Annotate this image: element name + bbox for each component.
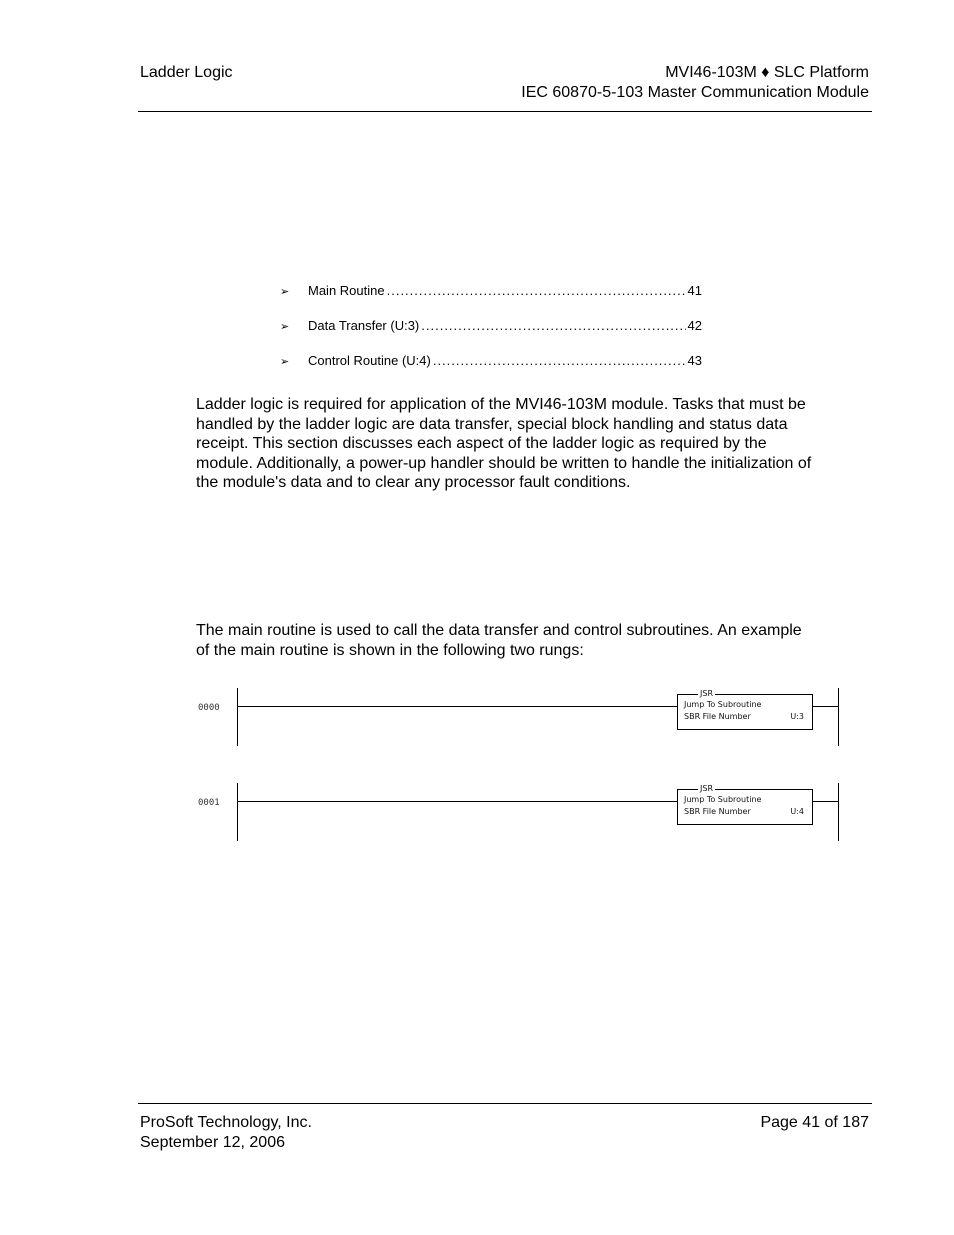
toc-entry-page: 42	[687, 318, 702, 333]
footer-rule	[138, 1103, 872, 1104]
rung-number: 0001	[198, 798, 220, 808]
arrow-bullet-icon: ➢	[280, 286, 290, 298]
toc-entry-page: 41	[687, 283, 702, 298]
toc-entry-main-routine[interactable]	[280, 283, 702, 300]
instruction-value: U:3	[790, 712, 804, 721]
footer-page-number: Page 41 of 187	[760, 1114, 869, 1131]
left-power-rail	[237, 783, 238, 841]
jsr-instruction-block	[677, 689, 813, 730]
toc-entry-label: Main Routine	[308, 283, 385, 298]
main-routine-paragraph: The main routine is used to call the data transfer and control subroutines. An example of the main routine is shown in the following two rungs:	[196, 622, 802, 659]
right-power-rail	[838, 783, 839, 841]
header-section-title: Ladder Logic	[140, 64, 233, 81]
rung-wire	[238, 706, 677, 707]
right-power-rail	[838, 688, 839, 746]
header-module-title: IEC 60870-5-103 Master Communication Module	[521, 84, 869, 101]
toc-entry-control-routine[interactable]	[280, 353, 702, 370]
toc-entry-data-transfer[interactable]	[280, 318, 702, 335]
rung-wire	[812, 801, 838, 802]
footer-company: ProSoft Technology, Inc.	[140, 1114, 312, 1131]
left-power-rail	[237, 688, 238, 746]
ladder-rung	[198, 783, 843, 843]
instruction-description: Jump To Subroutine	[684, 795, 762, 804]
instruction-mnemonic: JSR	[700, 784, 713, 793]
instruction-mnemonic: JSR	[700, 689, 713, 698]
toc-entry-label: Data Transfer (U:3)	[308, 318, 420, 333]
footer-date: September 12, 2006	[140, 1134, 285, 1151]
toc-leader-dots	[421, 318, 685, 334]
toc-leader-dots	[433, 353, 686, 369]
instruction-parameter: SBR File Number	[684, 807, 751, 816]
rung-wire	[238, 801, 677, 802]
header-product-title: MVI46-103M ♦ SLC Platform	[665, 64, 869, 81]
intro-paragraph: Ladder logic is required for application of the MVI46-103M module. Tasks that must be handled by the ladder logic are data transfer, special block handling and status data receipt. This section discusses each aspect of the ladder logic as required by the module. Additionally, a power-up handler should be written to handle the initialization of the module's data and to clear any processor fault conditions.	[196, 396, 812, 492]
rung-wire	[812, 706, 838, 707]
toc-entry-page: 43	[687, 353, 702, 368]
arrow-bullet-icon: ➢	[280, 321, 290, 333]
arrow-bullet-icon: ➢	[280, 356, 290, 368]
header-rule	[138, 111, 872, 112]
jsr-instruction-block	[677, 784, 813, 825]
instruction-value: U:4	[790, 807, 804, 816]
toc-leader-dots	[387, 283, 686, 299]
rung-number: 0000	[198, 703, 220, 713]
ladder-rung	[198, 688, 843, 748]
instruction-description: Jump To Subroutine	[684, 700, 762, 709]
instruction-parameter: SBR File Number	[684, 712, 751, 721]
toc-entry-label: Control Routine (U:4)	[308, 353, 431, 368]
